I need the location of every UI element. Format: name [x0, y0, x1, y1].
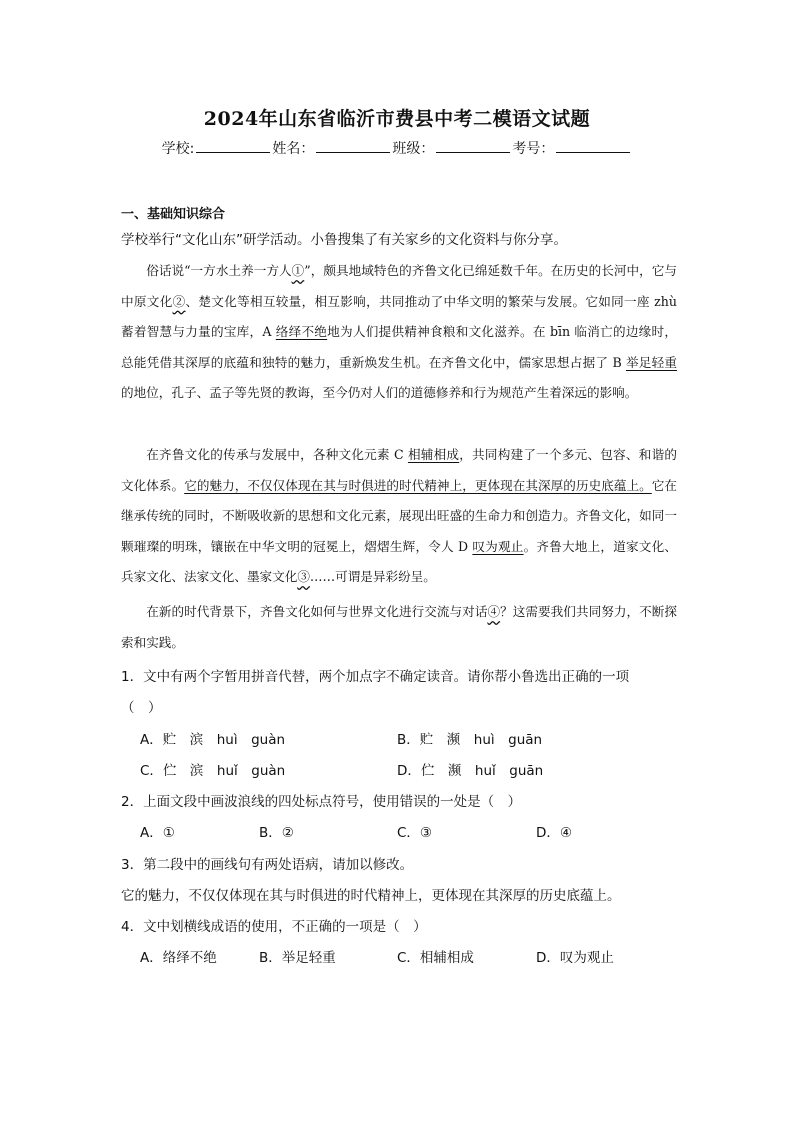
section-heading: 一、基础知识综合 [121, 207, 226, 222]
passage-paragraph-3 [121, 597, 677, 658]
exam-no-blank [556, 140, 630, 153]
q4-option-d: D．叹为观止 [536, 950, 614, 966]
question-2-stem: 2．上面文段中画波浪线的四处标点符号，使用错误的一处是（ ） [121, 794, 522, 810]
text-run: 在齐鲁文化的传承与发展中，各种文化元素 C [146, 447, 408, 462]
idiom-d: 叹为观止 [472, 538, 524, 554]
q1-option-c: C．伫 滨 huǐ guàn [140, 763, 286, 779]
idiom-a: 络绎不绝 [275, 324, 328, 339]
question-1-stem: 1．文中有两个字暂用拼音代替，两个加点字不确定读音。请你帮小鲁选出正确的一项 [121, 669, 630, 685]
text-run: ”，颇具地域特色的齐鲁文化已绵延数千年。在历史的长河中，它与中原文化 [121, 263, 677, 309]
punctuation-mark-4: ④ [487, 604, 501, 619]
passage-paragraph-1 [121, 256, 677, 409]
text-run: 。齐鲁大地上，道家文化、兵家文化、法家文化、墨家文化 [121, 538, 678, 584]
school-label: 学校: [161, 141, 195, 157]
q1-option-a: A．贮 滨 huì guàn [140, 732, 286, 748]
text-run: ……可谓是异彩纷呈。 [309, 569, 436, 584]
school-blank [196, 140, 270, 153]
intro-text: 学校举行“文化山东”研学活动。小鲁搜集了有关家乡的文化资料与你分享。 [121, 232, 567, 248]
q2-option-a: A．① [140, 825, 175, 841]
q2-option-b: B．② [259, 825, 294, 841]
q2-option-c: C．③ [397, 825, 433, 841]
question-1-blank: （ ） [121, 700, 162, 716]
question-3-stem: 3．第二段中的画线句有两处语病，请加以修改。 [121, 857, 414, 873]
underlined-sentence: 它的魅力，不仅仅体现在其与时俱进的时代精神上，更体现在其深厚的历史底蕴上。 [184, 477, 652, 493]
idiom-b: 举足轻重 [625, 354, 677, 370]
q1-option-d: D．伫 濒 huǐ guān [397, 763, 544, 779]
text-run: 地为人们提供精神食粮和文化滋养。在 bīn 临消亡的边缘时，总能凭借其深厚的底蕴和独特的魅力，重新焕发生机。在齐鲁文化中，儒家思想占据了 B [121, 324, 677, 370]
q4-option-a: A．络绎不绝 [140, 950, 217, 966]
punctuation-mark-3: ③ [297, 569, 310, 584]
q2-option-d: D．④ [536, 825, 572, 841]
text-run: 的地位，孔子、孟子等先贤的教诲，至今仍对人们的道德修养和行为规范产生着深远的影响。 [121, 385, 638, 400]
passage-paragraph-2 [121, 440, 677, 593]
punctuation-mark-1: ① [291, 263, 305, 278]
text-run: 在新的时代背景下，齐鲁文化如何与世界文化进行交流与对话 [146, 604, 488, 619]
idiom-c: 相辅相成 [407, 447, 460, 462]
q1-option-b: B．贮 濒 huì guān [397, 732, 543, 748]
text-run: ？这需要我们共同努力，不断探索和实践。 [121, 604, 678, 650]
q4-option-c: C．相辅相成 [397, 950, 474, 966]
punctuation-mark-2: ② [172, 293, 186, 309]
text-run: 俗话说“一方水土养一方人 [146, 263, 292, 278]
question-4-stem: 4．文中划横线成语的使用，不正确的一项是（ ） [121, 919, 427, 935]
page-title: 2024年山东省临沂市费县中考二模语文试题 [203, 108, 591, 130]
name-label: 姓名： [272, 141, 315, 157]
text-run: 它在继承传统的同时，不断吸收新的思想和文化元素，展现出旺盛的生命力和创造力。齐鲁文化，如同一颗璀璨的明珠，镶嵌在中华文明的冠冕上，熠熠生辉，令人 D [121, 477, 678, 554]
q4-option-b: B．举足轻重 [259, 950, 336, 966]
text-run: 、楚文化等相互较量，相互影响，共同推动了中华文明的繁荣与发展。它如同一座 zhù 蓄着智慧与力量的宝库，A [121, 293, 677, 339]
class-blank [436, 140, 510, 153]
text-run: ，共同构建了一个多元、包容、和谐的文化体系。 [121, 447, 677, 493]
question-3-sentence: 它的魅力，不仅仅体现在其与时俱进的时代精神上，更体现在其深厚的历史底蕴上。 [121, 888, 621, 904]
class-label: 班级： [392, 141, 435, 157]
student-info-line [0, 138, 794, 158]
exam-no-label: 考号： [512, 141, 555, 157]
name-blank [316, 140, 390, 153]
